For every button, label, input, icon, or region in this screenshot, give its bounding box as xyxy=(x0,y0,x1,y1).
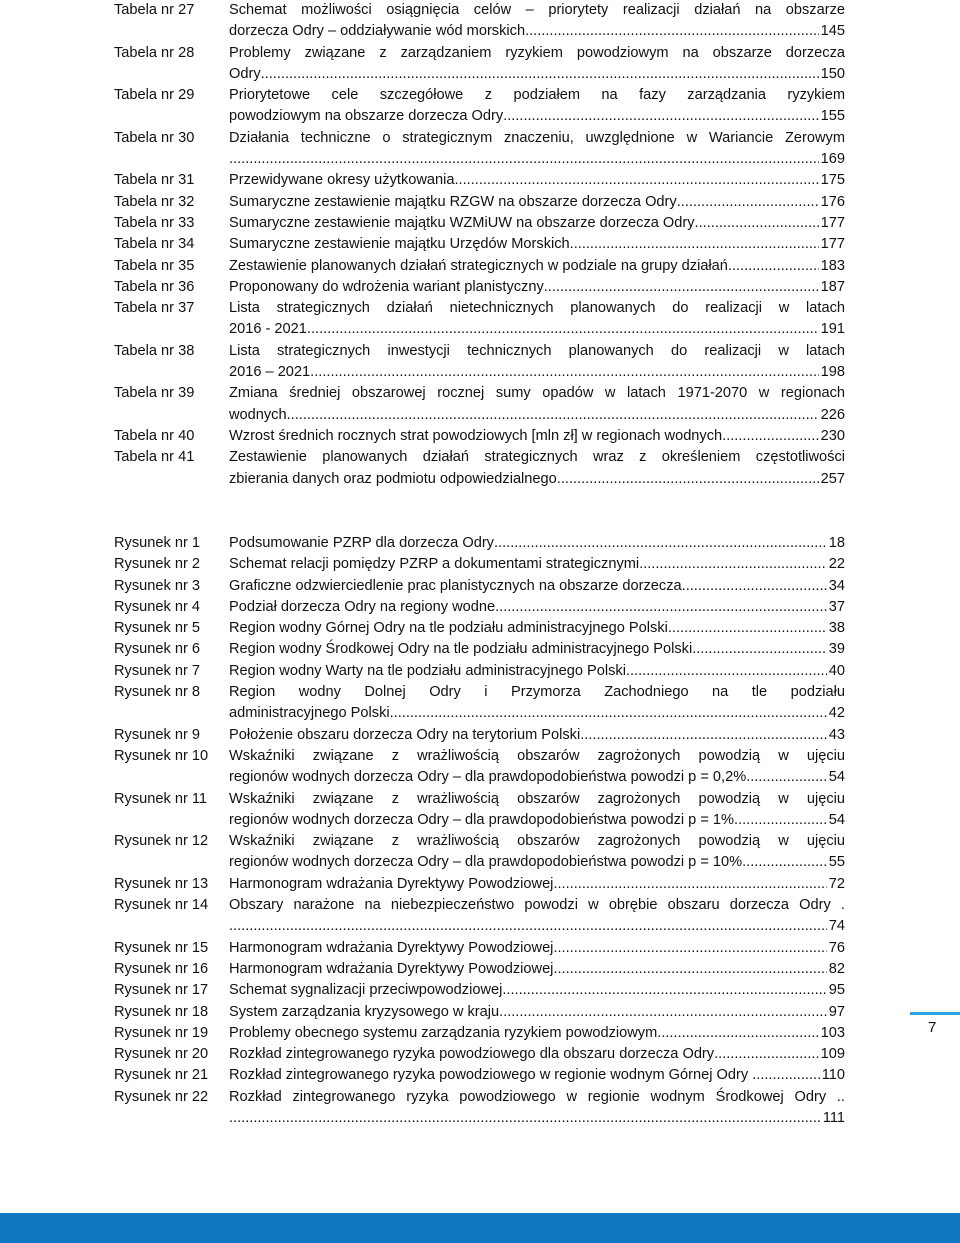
entry-label: Rysunek nr 13 xyxy=(114,875,209,892)
entry-page-number: 39 xyxy=(828,641,845,658)
entry-body xyxy=(229,682,845,725)
leader-dots xyxy=(714,1044,819,1065)
leader-dots xyxy=(746,767,827,788)
list-of-figures xyxy=(114,533,845,1129)
entry-page-number: 176 xyxy=(820,193,845,210)
entry-leader-line xyxy=(229,938,845,959)
entry-body xyxy=(229,0,845,43)
figure-entry[interactable] xyxy=(114,1044,845,1065)
leader-dots xyxy=(544,277,819,298)
figure-entry[interactable] xyxy=(114,789,845,832)
entry-label: Tabela nr 39 xyxy=(114,385,195,402)
page-number: 7 xyxy=(928,1019,937,1036)
figure-entry[interactable] xyxy=(114,1023,845,1044)
entry-leader-line xyxy=(229,192,845,213)
table-entry[interactable] xyxy=(114,298,845,341)
leader-dots xyxy=(695,213,819,234)
figure-entry[interactable] xyxy=(114,618,845,639)
entry-title: Harmonogram wdrażania Dyrektywy Powodziowej xyxy=(229,875,554,892)
entry-label: Rysunek nr 7 xyxy=(114,662,200,679)
entry-title: dorzecza Odry – oddziaływanie wód morskich xyxy=(229,23,526,40)
entry-body xyxy=(229,1023,845,1044)
entry-leader-line xyxy=(229,597,845,618)
entry-body xyxy=(229,1087,845,1130)
entry-title-line: Priorytetowe cele szczegółowe z podziałem na fazy zarządzania ryzykiem xyxy=(229,87,845,104)
page-number-rule xyxy=(910,1012,960,1015)
entry-label: Rysunek nr 4 xyxy=(114,598,200,615)
table-entry[interactable] xyxy=(114,341,845,384)
entry-body xyxy=(229,213,845,234)
entry-label: Rysunek nr 14 xyxy=(114,897,209,914)
entry-page-number: 54 xyxy=(828,811,845,828)
figure-entry[interactable] xyxy=(114,533,845,554)
entry-title-line: Schemat możliwości osiągnięcia celów – priorytety realizacji działań na obszarze xyxy=(229,2,845,18)
entry-label: Tabela nr 31 xyxy=(114,172,195,189)
entry-title: Region wodny Górnej Odry na tle podziału administracyjnego Polski xyxy=(229,620,668,637)
entry-label: Rysunek nr 9 xyxy=(114,726,200,743)
figure-entry[interactable] xyxy=(114,554,845,575)
leader-dots xyxy=(734,810,827,831)
entry-label: Rysunek nr 3 xyxy=(114,577,200,594)
figure-entry[interactable] xyxy=(114,874,845,895)
leader-dots xyxy=(307,319,819,340)
entry-label: Rysunek nr 2 xyxy=(114,556,200,573)
entry-leader-line xyxy=(229,234,845,255)
leader-dots xyxy=(686,576,827,597)
leader-dots xyxy=(499,1002,827,1023)
figure-entry[interactable] xyxy=(114,1087,845,1130)
entry-title: Przewidywane okresy użytkowania xyxy=(229,172,455,189)
entry-title: wodnych xyxy=(229,406,287,423)
figure-entry[interactable] xyxy=(114,576,845,597)
entry-leader-line xyxy=(229,277,845,298)
entry-page-number: 82 xyxy=(828,960,845,977)
entry-body xyxy=(229,725,845,746)
table-entry[interactable] xyxy=(114,85,845,128)
leader-dots xyxy=(390,703,827,724)
entry-leader-line xyxy=(229,426,845,447)
entry-title: Problemy obecnego systemu zarządzania ryzykiem powodziowym xyxy=(229,1024,658,1041)
figure-entry[interactable] xyxy=(114,682,845,725)
entry-page-number: 103 xyxy=(820,1024,845,1041)
entry-label: Rysunek nr 22 xyxy=(114,1088,209,1105)
entry-title: Proponowany do wdrożenia wariant planistyczny xyxy=(229,278,544,295)
entry-title: regionów wodnych dorzecza Odry – dla prawdopodobieństwa powodzi p = 0,2% xyxy=(229,769,747,786)
entry-body xyxy=(229,426,845,447)
entry-label: Rysunek nr 19 xyxy=(114,1024,209,1041)
entry-leader-line xyxy=(229,661,845,682)
entry-page-number: 177 xyxy=(820,214,845,231)
figure-entry[interactable] xyxy=(114,959,845,980)
entry-body xyxy=(229,298,845,341)
entry-title: Sumaryczne zestawienie majątku Urzędów Morskich xyxy=(229,236,570,253)
leader-dots xyxy=(657,1023,818,1044)
entry-label: Tabela nr 29 xyxy=(114,87,195,104)
leader-dots xyxy=(557,469,819,490)
entry-page-number: 145 xyxy=(820,23,845,40)
entry-label: Tabela nr 38 xyxy=(114,342,195,359)
table-entry[interactable] xyxy=(114,0,845,43)
entry-title-line: Region wodny Dolnej Odry i Przymorza Zachodniego na tle podziału xyxy=(229,684,845,701)
leader-dots xyxy=(692,639,827,660)
leader-dots xyxy=(229,916,827,937)
entry-title-line: Zestawienie planowanych działań strategicznych wraz z określeniem częstotliwości xyxy=(229,449,845,466)
leader-dots xyxy=(756,1065,819,1086)
entry-body xyxy=(229,192,845,213)
entry-body xyxy=(229,831,845,874)
table-entry[interactable] xyxy=(114,170,845,191)
table-entry[interactable] xyxy=(114,256,845,277)
entry-label: Rysunek nr 20 xyxy=(114,1046,209,1063)
entry-body xyxy=(229,980,845,1001)
entry-body xyxy=(229,341,845,384)
entry-body xyxy=(229,789,845,832)
entry-body xyxy=(229,277,845,298)
entry-page-number: 97 xyxy=(828,1003,845,1020)
entry-body xyxy=(229,533,845,554)
entry-title: 2016 - 2021 xyxy=(229,321,307,338)
figure-entry[interactable] xyxy=(114,661,845,682)
entry-page-number: 55 xyxy=(828,854,845,871)
entry-body xyxy=(229,1065,845,1086)
entry-label: Tabela nr 30 xyxy=(114,129,195,146)
entry-body xyxy=(229,234,845,255)
entry-title: regionów wodnych dorzecza Odry – dla prawdopodobieństwa powodzi p = 1% xyxy=(229,811,735,828)
entry-title: Graficzne odzwierciedlenie prac planistycznych na obszarze dorzecza. xyxy=(229,577,686,594)
leader-dots xyxy=(570,234,819,255)
entry-page-number: 42 xyxy=(828,705,845,722)
entry-body xyxy=(229,43,845,86)
entry-body xyxy=(229,383,845,426)
entry-page-number: 230 xyxy=(820,427,845,444)
entry-leader-line xyxy=(229,64,845,85)
entry-page-number: 72 xyxy=(828,875,845,892)
entry-label: Rysunek nr 6 xyxy=(114,641,200,658)
entry-body xyxy=(229,554,845,575)
entry-title: Region wodny Warty na tle podziału administracyjnego Polski xyxy=(229,662,626,679)
entry-leader-line xyxy=(229,852,845,873)
leader-dots xyxy=(742,852,827,873)
entry-label: Rysunek nr 12 xyxy=(114,833,209,850)
leader-dots xyxy=(525,21,819,42)
table-entry[interactable] xyxy=(114,192,845,213)
entry-title-line: Wskaźniki związane z wrażliwością obszarów zagrożonych powodzią w ujęciu xyxy=(229,747,845,764)
entry-leader-line xyxy=(229,703,845,724)
entry-page-number: 150 xyxy=(820,65,845,82)
entry-leader-line xyxy=(229,362,845,383)
entry-leader-line xyxy=(229,149,845,170)
entry-leader-line xyxy=(229,959,845,980)
entry-leader-line xyxy=(229,405,845,426)
table-entry[interactable] xyxy=(114,277,845,298)
entry-page-number: 111 xyxy=(822,1110,845,1127)
entry-page-number: 74 xyxy=(828,918,845,935)
entry-title: Odry xyxy=(229,65,261,82)
entry-label: Tabela nr 41 xyxy=(114,449,195,466)
entry-leader-line xyxy=(229,533,845,554)
leader-dots xyxy=(310,362,818,383)
entry-leader-line xyxy=(229,106,845,127)
entry-title: Rozkład zintegrowanego ryzyka powodziowego w regionie wodnym Górnej Odry . xyxy=(229,1067,757,1084)
entry-title-line: Problemy związane z zarządzaniem ryzykiem powodziowym na obszarze dorzecza xyxy=(229,44,845,61)
entry-body xyxy=(229,874,845,895)
leader-dots xyxy=(668,618,827,639)
entry-title-line: Rozkład zintegrowanego ryzyka powodziowego w regionie wodnym Środkowej Odry .. xyxy=(229,1088,845,1105)
entry-leader-line xyxy=(229,469,845,490)
entry-label: Rysunek nr 8 xyxy=(114,684,200,701)
entry-page-number: 187 xyxy=(820,278,845,295)
entry-title: Zestawienie planowanych działań strategicznych w podziale na grupy działań xyxy=(229,257,728,274)
entry-body xyxy=(229,661,845,682)
leader-dots xyxy=(580,725,827,746)
table-entry[interactable] xyxy=(114,43,845,86)
entry-body xyxy=(229,85,845,128)
table-entry[interactable] xyxy=(114,426,845,447)
entry-page-number: 191 xyxy=(820,321,845,338)
entry-title: Sumaryczne zestawienie majątku WZMiUW na obszarze dorzecza Odry xyxy=(229,214,695,231)
leader-dots xyxy=(287,405,819,426)
entry-title: Podsumowanie PZRP dla dorzecza Odry xyxy=(229,535,494,551)
entry-leader-line xyxy=(229,1023,845,1044)
entry-page-number: 257 xyxy=(820,470,845,487)
entry-title: Położenie obszaru dorzecza Odry na terytorium Polski xyxy=(229,726,581,743)
entry-leader-line xyxy=(229,767,845,788)
leader-dots xyxy=(728,256,819,277)
figure-entry[interactable] xyxy=(114,639,845,660)
entry-body xyxy=(229,256,845,277)
entry-leader-line xyxy=(229,256,845,277)
entry-page-number: 183 xyxy=(820,257,845,274)
entry-body xyxy=(229,746,845,789)
table-entry[interactable] xyxy=(114,447,845,490)
entry-label: Rysunek nr 18 xyxy=(114,1003,209,1020)
entry-body xyxy=(229,938,845,959)
leader-dots xyxy=(553,938,826,959)
entry-leader-line xyxy=(229,1108,845,1129)
entry-title: Wzrost średnich rocznych strat powodziowych [mln zł] w regionach wodnych xyxy=(229,427,723,444)
leader-dots xyxy=(455,170,819,191)
entry-leader-line xyxy=(229,554,845,575)
entry-body xyxy=(229,895,845,938)
table-entry[interactable] xyxy=(114,128,845,171)
entry-label: Tabela nr 37 xyxy=(114,300,195,317)
leader-dots xyxy=(229,149,819,170)
leader-dots xyxy=(495,597,827,618)
entry-label: Rysunek nr 5 xyxy=(114,620,200,637)
entry-label: Rysunek nr 16 xyxy=(114,960,209,977)
entry-title-line: Działania techniczne o strategicznym znaczeniu, uwzględnione w Wariancie Zerowym xyxy=(229,129,845,146)
entry-title: Schemat sygnalizacji przeciwpowodziowej xyxy=(229,982,503,999)
entry-leader-line xyxy=(229,1002,845,1023)
leader-dots xyxy=(553,874,826,895)
table-entry[interactable] xyxy=(114,213,845,234)
leader-dots xyxy=(502,980,826,1001)
footer-bar xyxy=(0,1213,960,1243)
entry-page-number: 40 xyxy=(828,662,845,679)
figure-entry[interactable] xyxy=(114,831,845,874)
entry-title-line: Lista strategicznych inwestycji technicznych planowanych do realizacji w latach xyxy=(229,342,845,359)
entry-page-number: 22 xyxy=(828,556,845,573)
entry-title: Podział dorzecza Odry na regiony wodne xyxy=(229,598,496,615)
entry-leader-line xyxy=(229,980,845,1001)
entry-page-number: 18 xyxy=(828,535,845,551)
entry-label: Tabela nr 36 xyxy=(114,278,195,295)
entry-title: 2016 – 2021 xyxy=(229,364,311,381)
entry-leader-line xyxy=(229,725,845,746)
entry-body xyxy=(229,618,845,639)
leader-dots xyxy=(261,64,819,85)
entry-page-number: 198 xyxy=(820,364,845,381)
entry-label: Rysunek nr 11 xyxy=(114,790,208,807)
entry-body xyxy=(229,639,845,660)
entry-title-line: Zmiana średniej obszarowej rocznej sumy opadów w latach 1971-2070 w regionach xyxy=(229,385,845,402)
entry-leader-line xyxy=(229,1044,845,1065)
entry-label: Rysunek nr 17 xyxy=(114,982,209,999)
figure-entry[interactable] xyxy=(114,725,845,746)
entry-page-number: 155 xyxy=(820,108,845,125)
entry-title: regionów wodnych dorzecza Odry – dla prawdopodobieństwa powodzi p = 10% xyxy=(229,854,743,871)
entry-title: powodziowym na obszarze dorzecza Odry xyxy=(229,108,504,125)
table-entry[interactable] xyxy=(114,383,845,426)
entry-title: administracyjnego Polski xyxy=(229,705,390,722)
entry-page-number: 54 xyxy=(828,769,845,786)
entry-body xyxy=(229,170,845,191)
entry-leader-line xyxy=(229,213,845,234)
entry-leader-line xyxy=(229,21,845,42)
figure-entry[interactable] xyxy=(114,1002,845,1023)
entry-title: zbierania danych oraz podmiotu odpowiedzialnego xyxy=(229,470,557,487)
entry-page-number: 38 xyxy=(828,620,845,637)
entry-label: Tabela nr 34 xyxy=(114,236,195,253)
entry-body xyxy=(229,597,845,618)
entry-title: System zarządzania kryzysowego w kraju xyxy=(229,1003,500,1020)
entry-page-number: 43 xyxy=(828,726,845,743)
entry-page-number: 76 xyxy=(828,939,845,956)
entry-leader-line xyxy=(229,639,845,660)
entry-title-line: Wskaźniki związane z wrażliwością obszarów zagrożonych powodzią w ujęciu xyxy=(229,790,845,807)
entry-title: Schemat relacji pomiędzy PZRP a dokumentami strategicznymi xyxy=(229,556,640,573)
table-entry[interactable] xyxy=(114,234,845,255)
list-of-tables xyxy=(114,0,845,490)
entry-title-line: Wskaźniki związane z wrażliwością obszarów zagrożonych powodzią w ujęciu xyxy=(229,833,845,850)
figure-entry[interactable] xyxy=(114,1065,845,1086)
entry-page-number: 37 xyxy=(828,598,845,615)
entry-page-number: 169 xyxy=(820,151,845,168)
entry-leader-line xyxy=(229,810,845,831)
entry-leader-line xyxy=(229,1065,845,1086)
leader-dots xyxy=(639,554,827,575)
entry-body xyxy=(229,1044,845,1065)
entry-label: Rysunek nr 1 xyxy=(114,535,200,551)
entry-page-number: 110 xyxy=(821,1067,845,1084)
leader-dots xyxy=(494,533,827,554)
entry-title-line: Obszary narażone na niebezpieczeństwo powodzi w obrębie obszaru dorzecza Odry . xyxy=(229,897,845,914)
entry-label: Tabela nr 28 xyxy=(114,44,195,61)
figure-entry[interactable] xyxy=(114,746,845,789)
entry-body xyxy=(229,1002,845,1023)
entry-leader-line xyxy=(229,618,845,639)
entry-title: Rozkład zintegrowanego ryzyka powodziowego dla obszaru dorzecza Odry xyxy=(229,1046,715,1063)
entry-title-line: Lista strategicznych działań nietechnicznych planowanych do realizacji w latach xyxy=(229,300,845,317)
figure-entry[interactable] xyxy=(114,895,845,938)
entry-title: Sumaryczne zestawienie majątku RZGW na obszarze dorzecza Odry xyxy=(229,193,677,210)
entry-body xyxy=(229,447,845,490)
entry-page-number: 109 xyxy=(820,1046,845,1063)
entry-page-number: 34 xyxy=(828,577,845,594)
figure-entry[interactable] xyxy=(114,938,845,959)
entry-body xyxy=(229,959,845,980)
entry-label: Tabela nr 40 xyxy=(114,427,195,444)
leader-dots xyxy=(626,661,827,682)
leader-dots xyxy=(503,106,818,127)
figure-entry[interactable] xyxy=(114,980,845,1001)
entry-leader-line xyxy=(229,874,845,895)
entry-page-number: 226 xyxy=(820,406,845,423)
entry-title: Region wodny Środkowej Odry na tle podziału administracyjnego Polski xyxy=(229,641,693,658)
entry-title: Harmonogram wdrażania Dyrektywy Powodziowej xyxy=(229,960,554,977)
entry-label: Rysunek nr 15 xyxy=(114,939,209,956)
entry-leader-line xyxy=(229,170,845,191)
leader-dots xyxy=(677,192,819,213)
figure-entry[interactable] xyxy=(114,597,845,618)
entry-leader-line xyxy=(229,576,845,597)
entry-label: Tabela nr 33 xyxy=(114,214,195,231)
entry-body xyxy=(229,576,845,597)
entry-page-number: 175 xyxy=(820,172,845,189)
entry-body xyxy=(229,128,845,171)
entry-label: Rysunek nr 21 xyxy=(114,1067,209,1084)
entry-label: Tabela nr 27 xyxy=(114,2,195,18)
entry-leader-line xyxy=(229,319,845,340)
leader-dots xyxy=(722,426,819,447)
entry-title: Harmonogram wdrażania Dyrektywy Powodziowej xyxy=(229,939,554,956)
leader-dots xyxy=(229,1108,821,1129)
leader-dots xyxy=(553,959,826,980)
entry-leader-line xyxy=(229,916,845,937)
entry-label: Rysunek nr 10 xyxy=(114,747,209,764)
entry-page-number: 95 xyxy=(828,982,845,999)
entry-label: Tabela nr 35 xyxy=(114,257,195,274)
entry-label: Tabela nr 32 xyxy=(114,193,195,210)
entry-page-number: 177 xyxy=(820,236,845,253)
